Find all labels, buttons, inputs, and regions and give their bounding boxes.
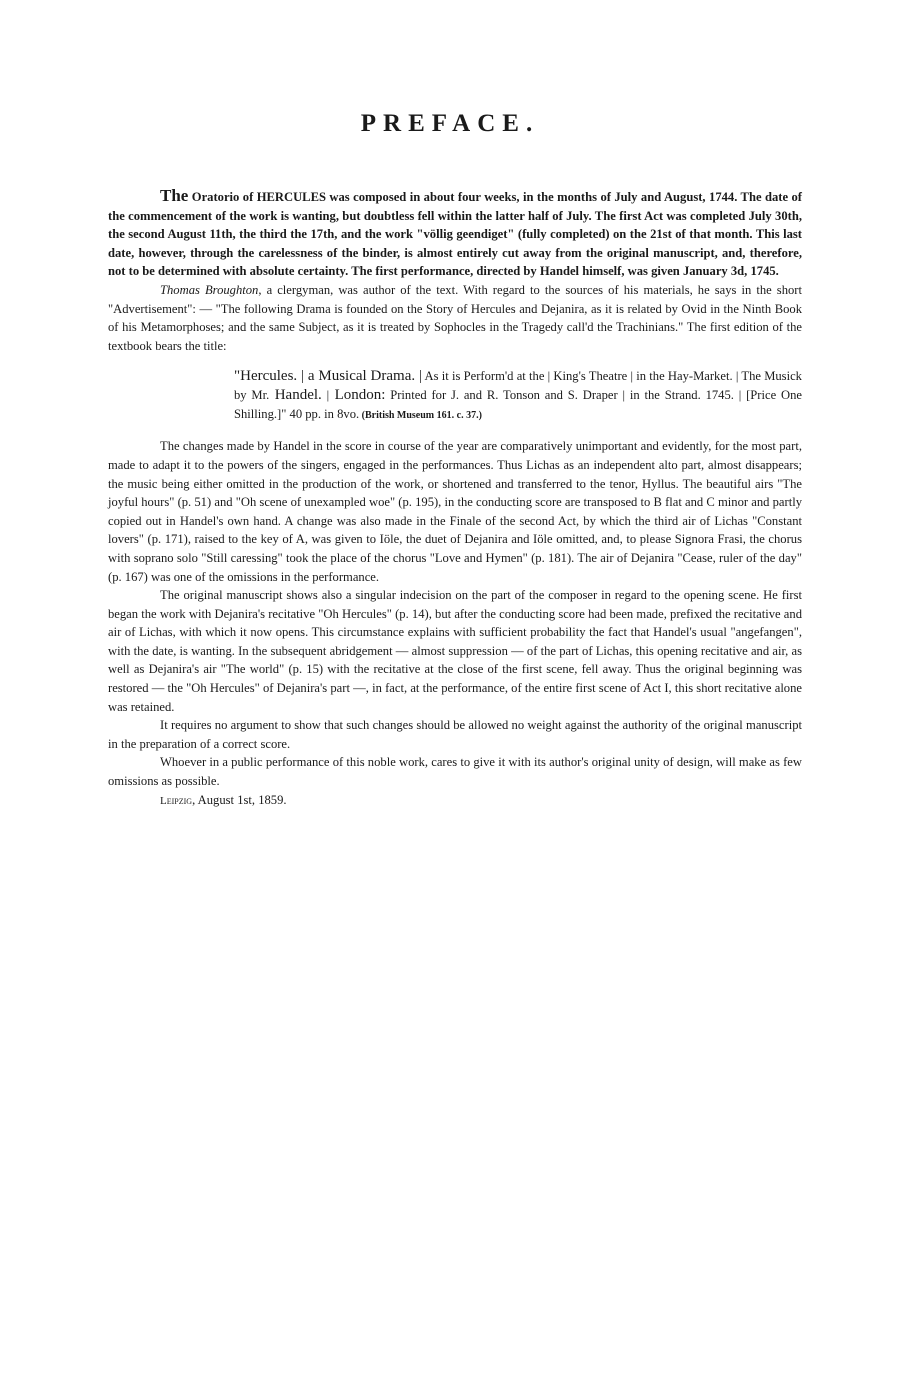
quote-text: As it is Perform'd at the | King's Theatre | in the Hay-Market. | The Musick by Mr.: [234, 369, 802, 403]
paragraph-text: Oratorio of HERCULES was composed in about four weeks, in the months of July and August, 1744. The date of the commencement of the work is wanting, but doubtless fell within the latter half of July. The first Act was completed July 30th, the second August 11th, the third the 17th, and the work "völlig geendiget" (fully completed) on the 21st of that month. This last date, however, through the carelessness of the binder, is almost entirely cut away from the original manuscript, and, therefore, not to be determined with absolute certainty. The first performance, directed by Handel himself, was given January 3d, 1745.: [108, 190, 802, 279]
paragraph-text: , a clergyman, was author of the text. With regard to the sources of his materials, he says in the short "Advertisement": — "The following Drama is founded on the Story of Hercules and Dejanira, as it is related by Ovid in the Ninth Book of his Metamorphoses; and the same Subject, as it is treated by Sophocles in the Tragedy call'd the Trachinians." The first edition of the textbook bears the title:: [108, 282, 802, 353]
page-title: PREFACE.: [360, 110, 540, 137]
quote-city: London:: [329, 387, 386, 404]
quote-imprint: Printed for J. and R. Tonson and S. Draper | in the Strand. 1745. | [Price One Shilling.]" 40 pp. in 8vo.: [234, 388, 802, 422]
author-name: Thomas Broughton: [160, 282, 259, 297]
signature-date: , August 1st, 1859.: [192, 792, 287, 807]
textbook-title-quote: [234, 367, 802, 425]
signature: [108, 791, 802, 811]
paragraph-argument: It requires no argument to show that such changes should be allowed no weight against the authority of the original manuscript in the preparation of a correct score.: [108, 718, 802, 751]
paragraph-manuscript: The original manuscript shows also a singular indecision on the part of the composer in regard to the opening scene. He first began the work with Dejanira's recitative "Oh Hercules" (p. 14), but after the conducting score had been made, prefixed the recitative and air of Lichas, with which it now opens. This circumstance explains with sufficient probability the fact that Handel's usual "angefangen", with the date, is wanting. In the subsequent abridgement — almost suppression — of the part of Lichas, this opening recitative and air, as well as Dejanira's air "The world" (p. 15) with the recitative at the close of the first scene, fell away. Thus the original beginning was restored — the "Oh Hercules" of Dejanira's part —, in fact, at the performance, of the entire first scene of Act I, this short recitative alone was retained.: [108, 588, 802, 714]
quote-composer: Handel.: [269, 387, 322, 404]
paragraph-lead-word: The: [160, 186, 189, 205]
paragraph-author: [108, 281, 802, 355]
preface-body: [108, 187, 802, 810]
paragraph-composition: [108, 187, 802, 281]
quote-reference: (British Museum 161. c. 37.): [359, 410, 482, 422]
quote-subtitle: | a Musical Drama. |: [297, 368, 422, 385]
quote-separator: |: [321, 388, 330, 403]
paragraph-performance: Whoever in a public performance of this noble work, cares to give it with its author's original unity of design, will make as few omissions as possible.: [108, 755, 802, 789]
signature-place: Leipzig: [160, 794, 193, 807]
paragraph-changes: The changes made by Handel in the score in course of the year are comparatively unimportant and evidently, for the most part, made to adapt it to the powers of the singers, engaged in the performances. Thus Lichas as an independent alto part, almost disappears; the music being either omitted in the production of the work, or shortened and transferred to the tenor, Hyllus. The beautiful airs "The joyful hours" (p. 51) and "Oh scene of unexampled woe" (p. 195), in the conducting score are transposed to B flat and C minor and partly copied out in Handel's own hand. A change was also made in the Finale of the second Act, by which the third air of Lichas "Constant lovers" (p. 171), raised to the key of A, was given to Iöle, the duet of Dejanira and Iöle omitted, and, to please Signora Frasi, the chorus with soprano solo "Still caressing" took the place of the chorus "Love and Hymen" (p. 181). The air of Dejanira "Cease, ruler of the day" (p. 167) was one of the omissions in the performance.: [108, 439, 802, 584]
quote-title-hercules: "Hercules.: [234, 368, 298, 385]
